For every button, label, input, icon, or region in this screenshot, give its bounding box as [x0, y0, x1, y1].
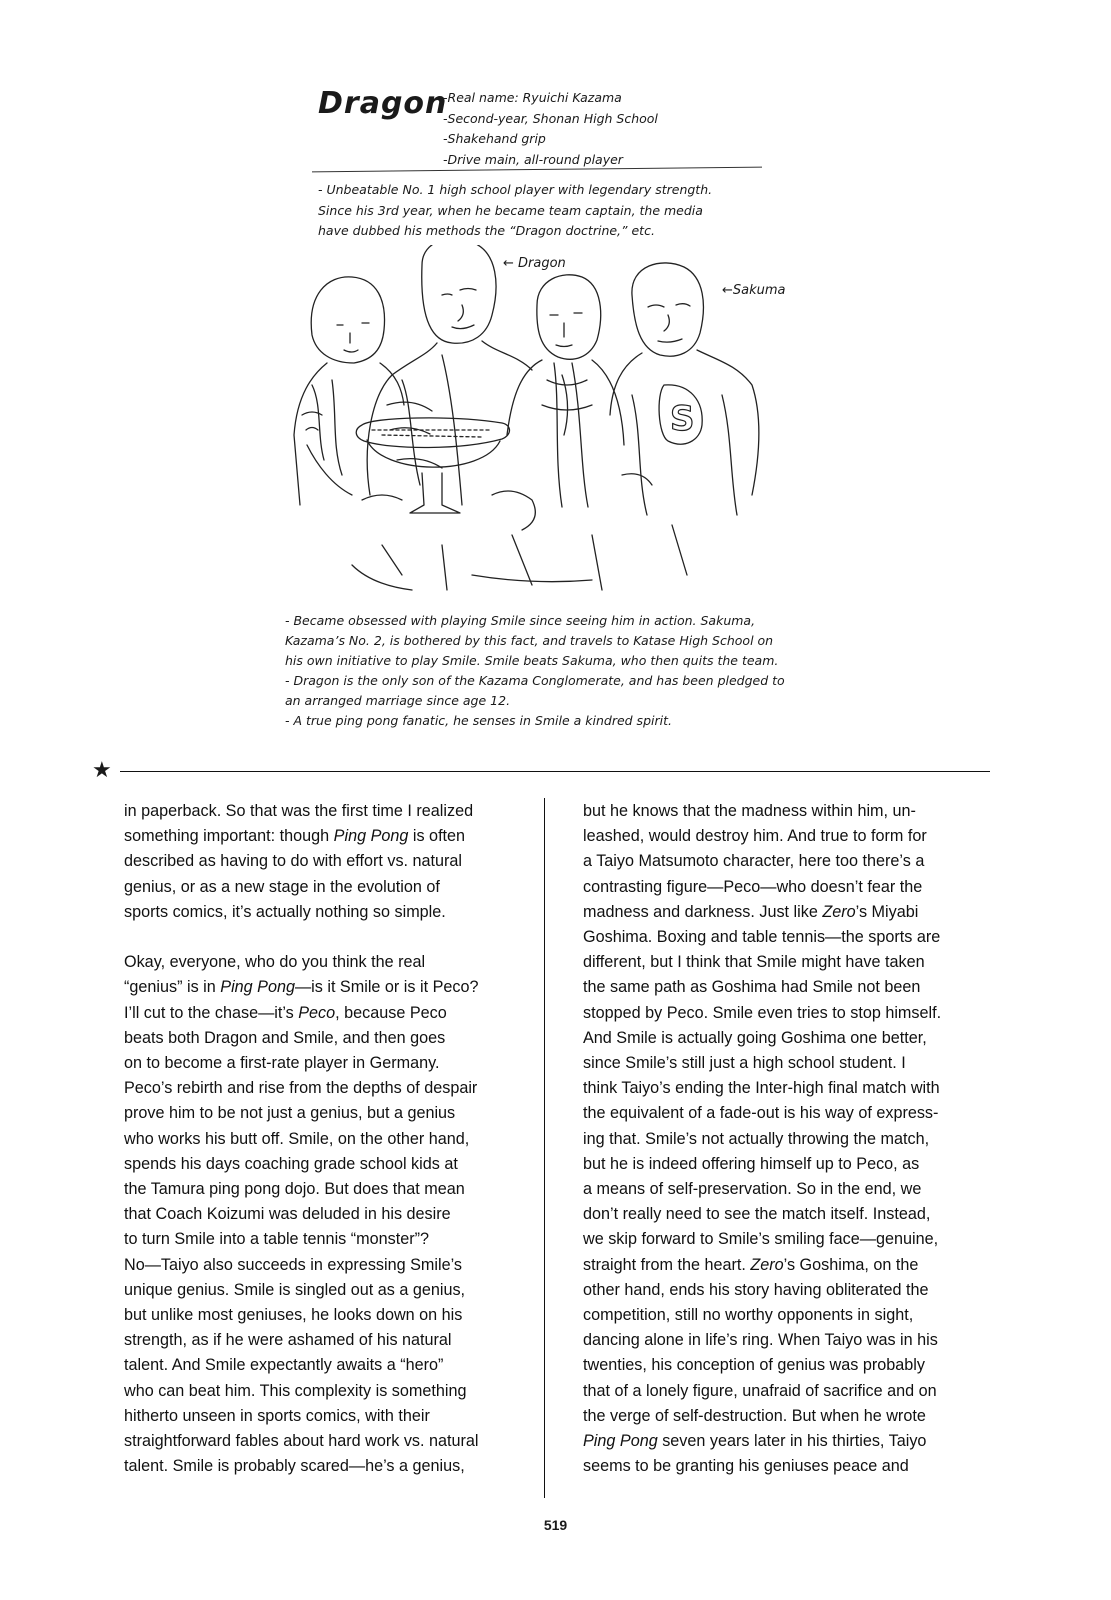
essay-line: And Smile is actually going Goshima one better,	[583, 1028, 927, 1047]
essay-line: but he knows that the madness within him, un-	[583, 802, 916, 820]
intro-line: Since his 3rd year, when he became team captain, the media	[318, 202, 703, 218]
jacket-emblem-letter: S	[670, 399, 695, 439]
essay-line: don’t really need to see the match itself. Instead,	[583, 1205, 931, 1224]
section-divider	[92, 760, 992, 784]
character-sketch-illustration	[292, 245, 792, 607]
essay-line: Peco’s rebirth and rise from the depths of despair	[124, 1079, 478, 1098]
fact-real-name: -Real name: Ryuichi Kazama	[443, 90, 622, 105]
essay-line: think Taiyo’s ending the Inter-high final match with	[583, 1079, 940, 1098]
column-separator	[544, 798, 545, 1498]
essay-paragraph	[124, 950, 524, 1479]
intro-line: have dubbed his methods the “Dragon doctrine,” etc.	[318, 223, 655, 238]
essay-line: on to become a first-rate player in Germany.	[124, 1054, 440, 1073]
essay-line: since Smile’s still just a high school student. I	[583, 1054, 906, 1073]
essay-line: who works his butt off. Smile, on the other hand,	[124, 1129, 470, 1148]
essay-line: talent. And Smile expectantly awaits a “hero”	[124, 1356, 444, 1375]
essay-line: madness and darkness. Just like Zero’s Miyabi	[583, 902, 919, 921]
note-line: Kazama’s No. 2, is bothered by this fact, and travels to Katase High School on	[285, 633, 774, 648]
essay-line: a Taiyo Matsumoto character, here too there’s a	[583, 852, 925, 871]
essay-line: in paperback. So that was the first time I realized	[124, 802, 474, 820]
intro-note	[318, 180, 788, 242]
essay-line: leashed, would destroy him. And true to form for	[583, 827, 927, 846]
fact-school: -Second-year, Shonan High School	[443, 110, 658, 126]
character-facts	[443, 88, 658, 170]
page-number: 519	[543, 1517, 568, 1533]
essay-line: unique genius. Smile is singled out as a genius,	[124, 1280, 466, 1299]
intro-line: - Unbeatable No. 1 high school player with legendary strength.	[318, 182, 713, 197]
star-icon: ★	[92, 758, 112, 783]
essay-line: described as having to do with effort vs. natural	[124, 852, 463, 871]
essay-line: beats both Dragon and Smile, and then goes	[124, 1028, 446, 1047]
essay-line: but unlike most geniuses, he looks down on his	[124, 1306, 463, 1325]
essay-line: sports comics, it’s actually nothing so simple.	[124, 902, 446, 921]
essay-line: stopped by Peco. Smile even tries to stop himself.	[583, 1003, 942, 1022]
essay-line: Goshima. Boxing and table tennis—the sports are	[583, 928, 941, 947]
essay-left-column	[124, 799, 524, 1479]
essay-line: Okay, everyone, who do you think the real	[124, 953, 426, 972]
essay-line: strength, as if he were ashamed of his natural	[124, 1331, 452, 1350]
essay-line: seems to be granting his geniuses peace and	[583, 1457, 909, 1476]
callout-dragon: ← Dragon	[503, 256, 566, 271]
note-line: - Dragon is the only son of the Kazama Conglomerate, and has been pledged to	[285, 673, 785, 688]
paragraph-gap	[124, 925, 524, 950]
essay-right-column	[583, 799, 983, 1479]
essay-line: but he is indeed offering himself up to Peco, as	[583, 1154, 920, 1173]
essay-line: that Coach Koizumi was deluded in his desire	[124, 1205, 451, 1224]
essay-line: dancing alone in life’s ring. When Taiyo was in his	[583, 1331, 938, 1350]
essay-paragraph	[583, 799, 983, 1479]
callout-sakuma: ←Sakuma	[722, 283, 786, 298]
essay-line: who can beat him. This complexity is something	[124, 1381, 467, 1400]
divider-line	[120, 771, 990, 772]
essay-line: No—Taiyo also succeeds in expressing Smile’s	[124, 1255, 462, 1274]
fact-style: -Drive main, all-round player	[443, 151, 623, 167]
character-notes	[285, 611, 845, 731]
essay-line: to turn Smile into a table tennis “monster”?	[124, 1230, 430, 1249]
note-line: - A true ping pong fanatic, he senses in Smile a kindred spirit.	[285, 713, 672, 728]
essay-line: “genius” is in Ping Pong—is it Smile or is it Peco?	[124, 978, 479, 997]
essay-line: twenties, his conception of genius was probably	[583, 1356, 925, 1375]
essay-line: Ping Pong seven years later in his thirties, Taiyo	[583, 1432, 927, 1451]
essay-paragraph	[124, 799, 524, 925]
essay-line: the verge of self-destruction. But when he wrote	[583, 1406, 926, 1425]
note-line: - Became obsessed with playing Smile since seeing him in action. Sakuma,	[285, 613, 756, 628]
essay-line: different, but I think that Smile might have taken	[583, 953, 925, 972]
note-line: an arranged marriage since age 12.	[285, 693, 511, 708]
essay-line: something important: though Ping Pong is often	[124, 827, 466, 846]
essay-line: the equivalent of a fade-out is his way of express-	[583, 1104, 939, 1123]
essay-line: contrasting figure—Peco—who doesn’t fear the	[583, 877, 923, 896]
note-line: his own initiative to play Smile. Smile beats Sakuma, who then quits the team.	[285, 653, 779, 668]
essay-line: the Tamura ping pong dojo. But does that mean	[124, 1180, 465, 1199]
essay-line: a means of self-preservation. So in the end, we	[583, 1180, 922, 1199]
essay-line: prove him to be not just a genius, but a genius	[124, 1104, 456, 1123]
essay-line: I’ll cut to the chase—it’s Peco, because Peco	[124, 1003, 447, 1022]
fact-grip: -Shakehand grip	[443, 131, 546, 146]
essay-line: talent. Smile is probably scared—he’s a genius,	[124, 1457, 465, 1476]
essay-line: competition, still no worthy opponents in sight,	[583, 1306, 914, 1325]
essay-line: straightforward fables about hard work vs. natural	[124, 1432, 479, 1451]
essay-line: spends his days coaching grade school kids at	[124, 1154, 458, 1173]
character-name: Dragon	[318, 86, 448, 121]
essay-line: straight from the heart. Zero’s Goshima, on the	[583, 1255, 919, 1274]
essay-line: other hand, ends his story having obliterated the	[583, 1280, 929, 1299]
essay-line: hitherto unseen in sports comics, with their	[124, 1406, 430, 1425]
essay-line: genius, or as a new stage in the evolution of	[124, 877, 440, 896]
essay-line: we skip forward to Smile’s smiling face—genuine,	[583, 1230, 939, 1249]
essay-line: the same path as Goshima had Smile not been	[583, 978, 921, 997]
essay-line: that of a lonely figure, unafraid of sacrifice and on	[583, 1381, 937, 1400]
essay-line: ing that. Smile’s not actually throwing the match,	[583, 1129, 930, 1148]
